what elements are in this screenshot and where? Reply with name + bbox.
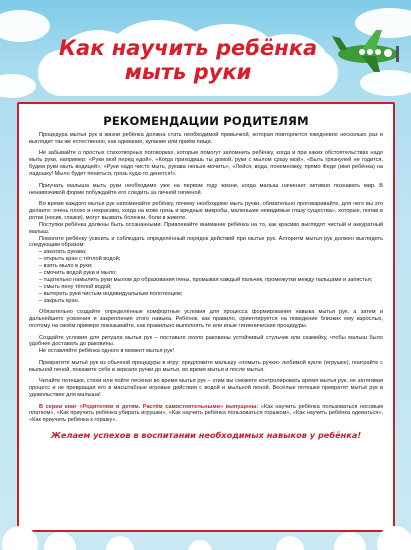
paragraph: Помогите ребёнку усвоить и соблюдать определённый порядок действий при мытье рук. Алгоритм мытья рук должен выглядеть следующим образом: — [29, 235, 383, 249]
page-title-line1: Как научить ребёнка — [58, 36, 318, 60]
paragraph: Приучать малыша мыть руки необходимо уже на первом году жизни, когда малыш начинает активно познавать мир. В ненавязчивой форме побуждайте его следить за личной гигиеной. — [29, 182, 383, 196]
list-item: – тщательно намылить руки мылом до образования пены, промывая каждый пальчик, промежутки между пальцами и запястья; — [39, 277, 373, 283]
cloud-decoration — [0, 74, 36, 98]
page-title-line2: мыть руки — [124, 60, 252, 84]
paragraph: Обязательно создайте определённые комфортные условия для процесса формирования навыка мытья рук, а затем и дальнейшего усвоения и закрепления этого навыка. Ребёнок, как правило, ориентируется на поведение близких ему взрослых, поэтому на своём примере показывайте, как правильно выполнять те или иные гигиенические процедуры. — [29, 309, 383, 330]
paragraph: Не оставляйте ребёнка одного в момент мытья рук! — [39, 348, 174, 355]
closing-wish: Желаем успехов в воспитании необходимых навыков у ребёнка! — [50, 430, 362, 441]
panel-heading: РЕКОМЕНДАЦИИ РОДИТЕЛЯМ — [103, 114, 309, 128]
paragraph: Превратите мытьё рук из обычной процедуры в игру: предложите малышу «помыть ручки» любимой кукле (игрушке), поиграйте с мыльной пеной, покажите себе в зеркале ручки до мытья, во время мытья и после мытья. — [29, 359, 383, 373]
list-item: – вытереть руки чистым индивидуальным полотенцем; — [39, 290, 183, 297]
recommendations-panel — [17, 102, 395, 532]
list-item: – взять мыло в руки; — [39, 263, 93, 270]
list-item: – закатать рукава; — [39, 249, 87, 256]
book-series-lead: В серии книг «Родителям и детям. Растём самостоятельными» выпущены: — [39, 403, 259, 410]
book-series-list: «Как научить ребёнка пользоваться носовым платком», «Как приучить ребёнка убирать игрушки», «Как научить ребёнка пользоваться горшком», «Как научить ребёнка одеваться», «Как приучить ребёнка к горшку». — [29, 403, 383, 424]
airplane-icon — [330, 24, 404, 76]
paragraph: Процедура мытья рук в жизни ребёнка должна стать необходимой привычкой, которая повторяется ежедневно несколько раз и выглядит так же естественно, как одевание, купание или приём пищи. — [29, 132, 383, 145]
book-series-note — [29, 404, 383, 425]
paragraph: Создайте условия для ритуала мытья рук – поставьте около раковины устойчивый стульчик или скамейку, чтобы малыш было удобнее доставать до раковины. — [29, 334, 383, 348]
title-cloud — [38, 20, 338, 100]
paragraph: Не забывайте о простых стихотворных поговорках, которые помогут запомнить ребёнку, когда и при каких обстоятельствах надо мыть руки, например: «Руки мой перед едой», «Когда приходишь ты домой, руки с мылом сразу мой», «Быть грязнулей не годится, будем руки мыть водицей», «Руки надо чисто мыть, рукава нельзя мочить», «Лейся, вода, понемножку, прямо Феде (имя ребёнка) на ладошку! Мыло будет пениться, грязь куда-то денется!». — [29, 150, 383, 178]
paragraph: Читайте потешки, стихи или пойте песенки во время мытья рук – этим вы сможете контролировать время мытья рук, не затягивая процесс и не превращая его в масштабные игровые действия с водой и мыльной пеной. Весёлые потешки превратят мытьё рук в удовольствие для малыша! — [29, 378, 383, 399]
paragraph: Во время каждого мытья рук напоминайте ребёнку, почему необходимо мыть ручки, обязательно проговаривайте, для чего вы это делаете: очень плохо и некрасиво, когда на коже грязь и вредные микробы, маленькие невидимые глазу существа», которые, попав в ротик (носик, глазки), могут вызвать болезни, боли в животе. — [29, 201, 383, 221]
bottom-clouds-decoration — [0, 510, 411, 550]
steps-list — [29, 249, 383, 304]
list-item: – смыть пену тёплой водой; — [39, 283, 112, 290]
list-item: – открыть кран с тёплой водой; — [39, 256, 121, 263]
list-item: – закрыть кран. — [39, 297, 80, 304]
list-item: – смочить водой руки и мыло; — [39, 270, 117, 277]
paragraph: Поступки ребёнка должны быть осознанными. Привлекайте внимание ребёнка на то, как красиво выглядят чистый и аккуратный малыш. — [29, 221, 383, 235]
